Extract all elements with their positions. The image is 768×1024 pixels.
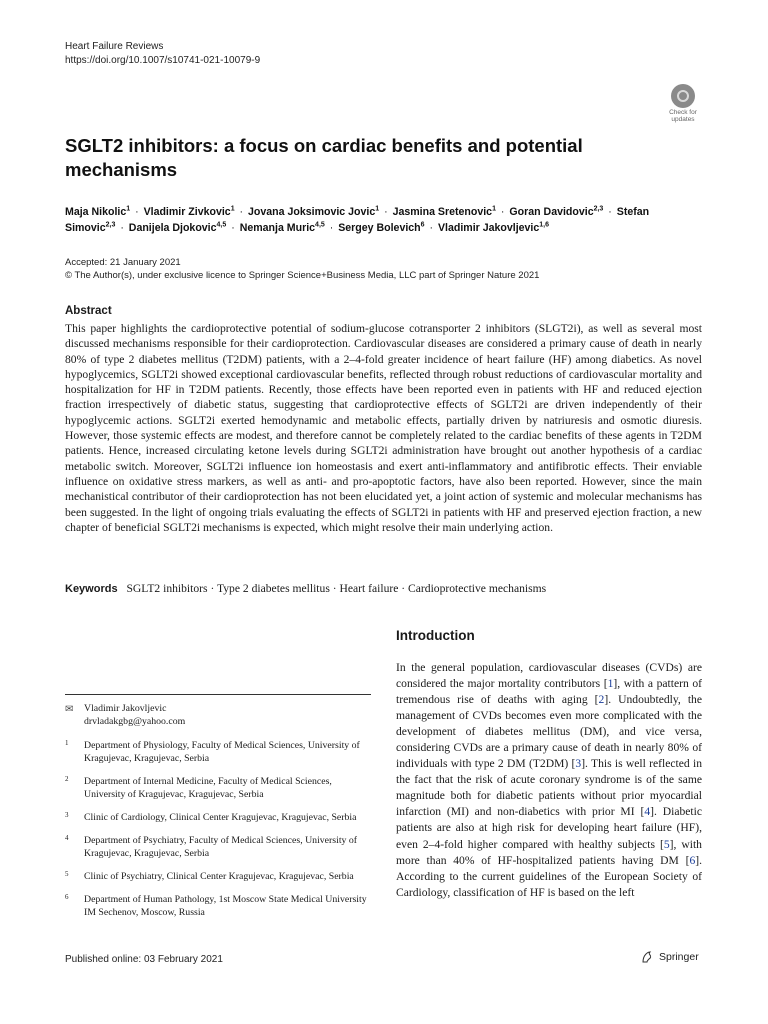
author-separator: ·	[605, 206, 615, 218]
keywords-text: SGLT2 inhibitors · Type 2 diabetes mellitus · Heart failure · Cardioprotective mechanisms	[126, 582, 547, 595]
introduction-segment: ]. This is well reflected in the fact that the risk of acute coronary syndrome is of the same magnitude both for diabetic patients without prior myocardial infarction (MI) and non-diabetics with prior MI [	[396, 757, 702, 819]
check-for-updates-badge[interactable]	[664, 84, 702, 124]
corresponding-email[interactable]: drvladakgbg@yahoo.com	[84, 716, 186, 727]
author[interactable]	[65, 206, 130, 218]
abstract-heading: Abstract	[65, 305, 112, 317]
introduction-heading: Introduction	[396, 628, 475, 643]
copyright-line: © The Author(s), under exclusive licence to Springer Science+Business Media, LLC part of Springer Nature 2021	[65, 270, 540, 281]
footnote-divider	[65, 694, 371, 695]
affiliations-list	[65, 739, 371, 929]
author-separator: ·	[497, 206, 508, 218]
author[interactable]	[240, 222, 325, 234]
affiliation-text: Clinic of Cardiology, Clinical Center Kragujevac, Kragujevac, Serbia	[84, 812, 357, 823]
affiliation-number: 2	[65, 775, 69, 783]
author-affiliation-marker: 2,3	[593, 205, 604, 213]
author-name: Vladimir Zivkovic	[143, 206, 231, 218]
affiliation-text: Department of Psychiatry, Faculty of Medical Sciences, University of Kragujevac, Kragujevac, Serbia	[84, 835, 358, 859]
article-dates	[65, 256, 539, 282]
affiliation-item	[65, 870, 371, 883]
abstract-text: This paper highlights the cardioprotective potential of sodium-glucose cotransporter 2 inhibitors (SLGT2i), as well as several most discussed mechanisms responsible for their cardioprotection. Cardiovascular diseases are considered a primary cause of death in nearly 80% of type 2 diabetes mellitus (T2DM) patients, with a 2–4-fold greater incidence of heart failure (HF) among diabetics. As novel hypoglycemics, SGLT2i showed exceptional cardiovascular benefits, reflected through robust reductions of cardiovascular mortality and hospitalization for HF in T2DM patients. Recently, those effects have been reported even in patients with HF and reduced ejection fraction irrespectively of diabetic status, suggesting that cardioprotective effects of SGLT2i are driven independently of their hypoglycemic actions. SGLT2i exerted hemodynamic and metabolic effects, partially driven by natriuresis and osmotic diuresis. However, those systemic effects are modest, and therefore cannot be completely related to the cardiac benefits of these agents in T2DM patients. Hence, increased circulating ketone levels during SGLT2i administration have brought out another hypothesis of a cardiac metabolic switch. Moreover, SGLT2i influence ion homeostasis and exert anti-inflammatory and antifibrotic effects. Their enviable influence on oxidative stress markers, as well as anti- and pro-apoptotic factors, have also been reported. However, since the main mechanistical contributor of their cardioprotection has not been elucidated yet, a joint action of systemic and molecular mechanisms has been suggested. In the light of ongoing trials evaluating the effects of SGLT2i in patients with HF and preserved ejection fraction, a new chapter of beneficial SGLT2i mechanisms is expected, which might resolve their main underlying action.	[65, 322, 702, 534]
affiliation-number: 6	[65, 893, 69, 901]
author-list	[65, 204, 685, 236]
badge-line-2: updates	[671, 116, 695, 123]
author-separator: ·	[228, 222, 238, 234]
accepted-date: Accepted: 21 January 2021	[65, 257, 181, 268]
affiliation-text: Department of Internal Medicine, Faculty of Medical Sciences, University of Kragujevac, Kragujevac, Serbia	[84, 776, 332, 800]
affiliation-number: 1	[65, 739, 69, 747]
author-affiliation-marker: 1,6	[539, 221, 549, 229]
affiliation-number: 5	[65, 870, 69, 878]
author-affiliation-marker: 4,5	[216, 221, 227, 229]
journal-header	[65, 40, 260, 68]
introduction-segment: ]. Diabetic patients are also at high risk for developing heart failure (HF), even 2–4-fold higher compared with healthy subjects [	[396, 805, 702, 851]
affiliation-item	[65, 775, 371, 801]
affiliation-item	[65, 893, 371, 919]
envelope-icon: ✉	[65, 704, 74, 715]
citation-link[interactable]: 3	[575, 757, 582, 771]
introduction-segment: ], with more than 40% of HF-hospitalized patients having DM [	[396, 837, 702, 867]
author-name: Maja Nikolic	[65, 206, 127, 218]
author-affiliation-marker: 1	[230, 205, 235, 213]
author-name: Jovana Joksimovic Jovic	[248, 206, 376, 218]
author[interactable]	[338, 222, 424, 234]
introduction-segment: ], with a pattern of tremendous rise of deaths with aging [	[396, 677, 702, 707]
affiliation-text: Department of Physiology, Faculty of Medical Sciences, University of Kragujevac, Kragujevac, Serbia	[84, 740, 360, 764]
affiliation-text: Clinic of Psychiatry, Clinical Center Kragujevac, Kragujevac, Serbia	[84, 871, 354, 882]
introduction-text	[396, 660, 702, 901]
author[interactable]	[129, 222, 226, 234]
author[interactable]	[144, 206, 235, 218]
author-separator: ·	[132, 206, 142, 218]
corresponding-author: Vladimir Jakovljevic	[84, 703, 167, 714]
published-date: Published online: 03 February 2021	[65, 954, 223, 965]
author-separator: ·	[236, 206, 247, 218]
author-affiliation-marker: 1	[126, 205, 131, 213]
author-affiliation-marker: 1	[375, 205, 380, 213]
affiliation-item	[65, 811, 371, 824]
affiliation-text: Department of Human Pathology, 1st Moscow State Medical University IM Sechenov, Moscow, Russia	[84, 894, 367, 918]
affiliation-number: 3	[65, 811, 69, 819]
author[interactable]	[438, 222, 549, 234]
author-name: Sergey Bolevich	[338, 222, 421, 234]
author-name: Stefan Simovic	[65, 206, 650, 234]
keywords	[65, 582, 546, 595]
correspondence	[65, 702, 371, 728]
citation-link[interactable]: 2	[598, 693, 605, 707]
publisher-name: Springer	[659, 951, 699, 963]
badge-line-1: Check for	[669, 109, 697, 116]
publisher-logo	[640, 950, 699, 964]
author-name: Nemanja Muric	[239, 222, 316, 234]
author[interactable]	[393, 206, 496, 218]
article-title: SGLT2 inhibitors: a focus on cardiac benefits and potential mechanisms	[65, 135, 583, 180]
doi-link[interactable]: https://doi.org/10.1007/s10741-021-10079-9	[65, 55, 261, 66]
author[interactable]	[248, 206, 379, 218]
citation-link[interactable]: 1	[607, 677, 614, 691]
author-affiliation-marker: 2,3	[105, 221, 116, 229]
introduction-segment: ]. According to the current guidelines of the European Society of Cardiology, classification of HF is based on the left	[396, 853, 702, 899]
author-name: Goran Davidovic	[509, 206, 594, 218]
author-affiliation-marker: 1	[492, 205, 496, 213]
affiliation-item	[65, 739, 371, 765]
check-updates-icon	[671, 84, 695, 108]
author-affiliation-marker: 4,5	[315, 221, 325, 229]
introduction-segment: ]. Undoubtedly, the management of CVDs becomes even more complicated with the development of diabetes mellitus (DM), and vice versa, considering CVDs are a primary cause of death in nearly 80% of individuals with type 2 DM (T2DM) [	[396, 693, 702, 771]
author-name: Danijela Djokovic	[128, 222, 217, 234]
author-separator: ·	[381, 206, 391, 218]
keywords-label: Keywords	[65, 583, 118, 595]
citation-link[interactable]: 5	[663, 837, 670, 851]
introduction-segment: In the general population, cardiovascular diseases (CVDs) are considered the major mortality contributors [	[396, 661, 702, 691]
springer-horse-icon	[640, 950, 654, 964]
citation-link[interactable]: 4	[644, 805, 651, 819]
author-separator: ·	[426, 222, 436, 234]
journal-name: Heart Failure Reviews	[65, 41, 164, 52]
author-separator: ·	[326, 222, 337, 234]
citation-link[interactable]: 6	[689, 853, 696, 867]
author-affiliation-marker: 6	[420, 221, 425, 229]
author-separator: ·	[117, 222, 127, 234]
affiliation-item	[65, 834, 371, 860]
affiliation-number: 4	[65, 834, 69, 842]
author-name: Jasmina Sretenovic	[392, 206, 493, 218]
author[interactable]	[509, 206, 603, 218]
author-name: Vladimir Jakovljevic	[437, 222, 540, 234]
